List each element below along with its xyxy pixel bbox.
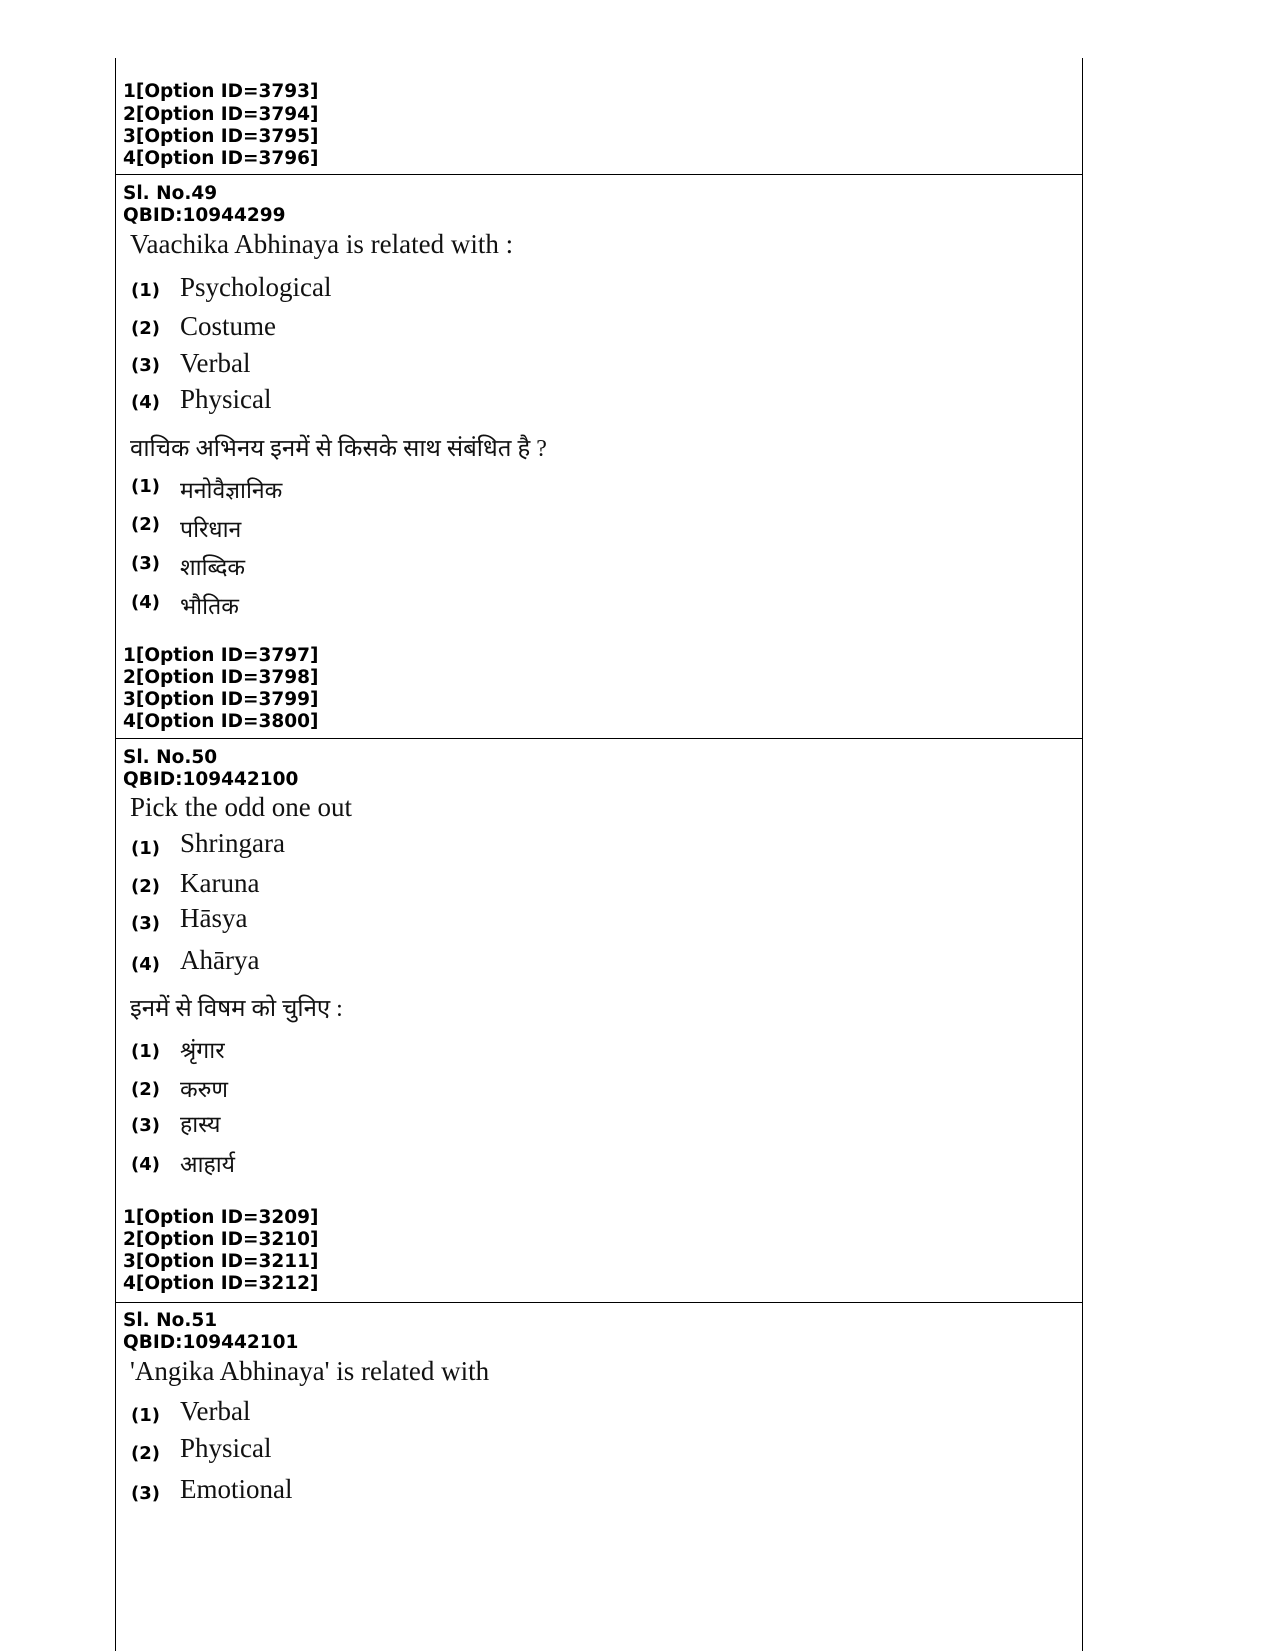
qbid: QBID:109442100 — [123, 769, 299, 790]
row-divider — [116, 1302, 1082, 1303]
question-text-hi: वाचिक अभिनय इनमें से किसके साथ संबंधित है ? — [130, 436, 547, 462]
serial-number: Sl. No.49 — [123, 183, 218, 204]
option-number: (2) — [131, 318, 160, 339]
option-en: Ahārya — [180, 945, 260, 975]
option-hi: भौतिक — [180, 594, 239, 619]
question-text-hi: इनमें से विषम को चुनिए : — [130, 996, 343, 1022]
option-id: 1[Option ID=3793] — [123, 81, 319, 102]
option-number: (2) — [131, 876, 160, 897]
option-en: Costume — [180, 311, 277, 341]
qbid: QBID:109442101 — [123, 1332, 299, 1353]
option-id: 2[Option ID=3794] — [123, 104, 319, 125]
option-id: 2[Option ID=3210] — [123, 1229, 319, 1250]
option-hi: मनोवैज्ञानिक — [180, 478, 283, 503]
option-number: (2) — [131, 514, 160, 535]
question-text-en: 'Angika Abhinaya' is related with — [130, 1356, 490, 1386]
option-number: (4) — [131, 592, 160, 613]
question-text-en: Pick the odd one out — [130, 792, 352, 822]
option-number: (3) — [131, 553, 160, 574]
option-hi: करुण — [180, 1077, 229, 1102]
option-en: Physical — [180, 384, 272, 414]
row-divider — [116, 174, 1082, 175]
option-number: (2) — [131, 1079, 160, 1100]
option-number: (4) — [131, 954, 160, 975]
row-divider — [116, 738, 1082, 739]
option-id: 4[Option ID=3796] — [123, 148, 319, 169]
option-hi: परिधान — [180, 517, 242, 542]
serial-number: Sl. No.50 — [123, 747, 218, 768]
qbid: QBID:10944299 — [123, 205, 286, 226]
option-number: (1) — [131, 476, 160, 497]
option-en: Verbal — [180, 1396, 251, 1426]
option-en: Karuna — [180, 868, 260, 898]
option-number: (1) — [131, 280, 160, 301]
option-id: 2[Option ID=3798] — [123, 667, 319, 688]
question-text-en: Vaachika Abhinaya is related with : — [130, 229, 514, 259]
option-number: (3) — [131, 1115, 160, 1136]
option-en: Psychological — [180, 272, 332, 302]
option-id: 4[Option ID=3212] — [123, 1273, 319, 1294]
option-id: 3[Option ID=3799] — [123, 689, 319, 710]
option-en: Physical — [180, 1433, 272, 1463]
option-en: Shringara — [180, 828, 285, 858]
option-number: (3) — [131, 1483, 160, 1504]
option-number: (1) — [131, 838, 160, 859]
option-id: 1[Option ID=3209] — [123, 1207, 319, 1228]
option-en: Hāsya — [180, 903, 248, 933]
option-number: (1) — [131, 1405, 160, 1426]
option-hi: शाब्दिक — [180, 555, 246, 580]
option-id: 4[Option ID=3800] — [123, 711, 319, 732]
option-hi: हास्य — [180, 1112, 221, 1137]
option-number: (3) — [131, 913, 160, 934]
option-id: 3[Option ID=3211] — [123, 1251, 319, 1272]
option-en: Verbal — [180, 348, 251, 378]
option-number: (4) — [131, 1154, 160, 1175]
question-table — [115, 58, 1083, 1651]
option-hi: श्रृंगार — [180, 1038, 225, 1063]
option-en: Emotional — [180, 1474, 293, 1504]
option-hi: आहार्य — [180, 1152, 236, 1177]
option-number: (1) — [131, 1041, 160, 1062]
option-number: (2) — [131, 1443, 160, 1464]
option-number: (3) — [131, 355, 160, 376]
option-number: (4) — [131, 392, 160, 413]
option-id: 1[Option ID=3797] — [123, 645, 319, 666]
option-id: 3[Option ID=3795] — [123, 126, 319, 147]
serial-number: Sl. No.51 — [123, 1310, 218, 1331]
